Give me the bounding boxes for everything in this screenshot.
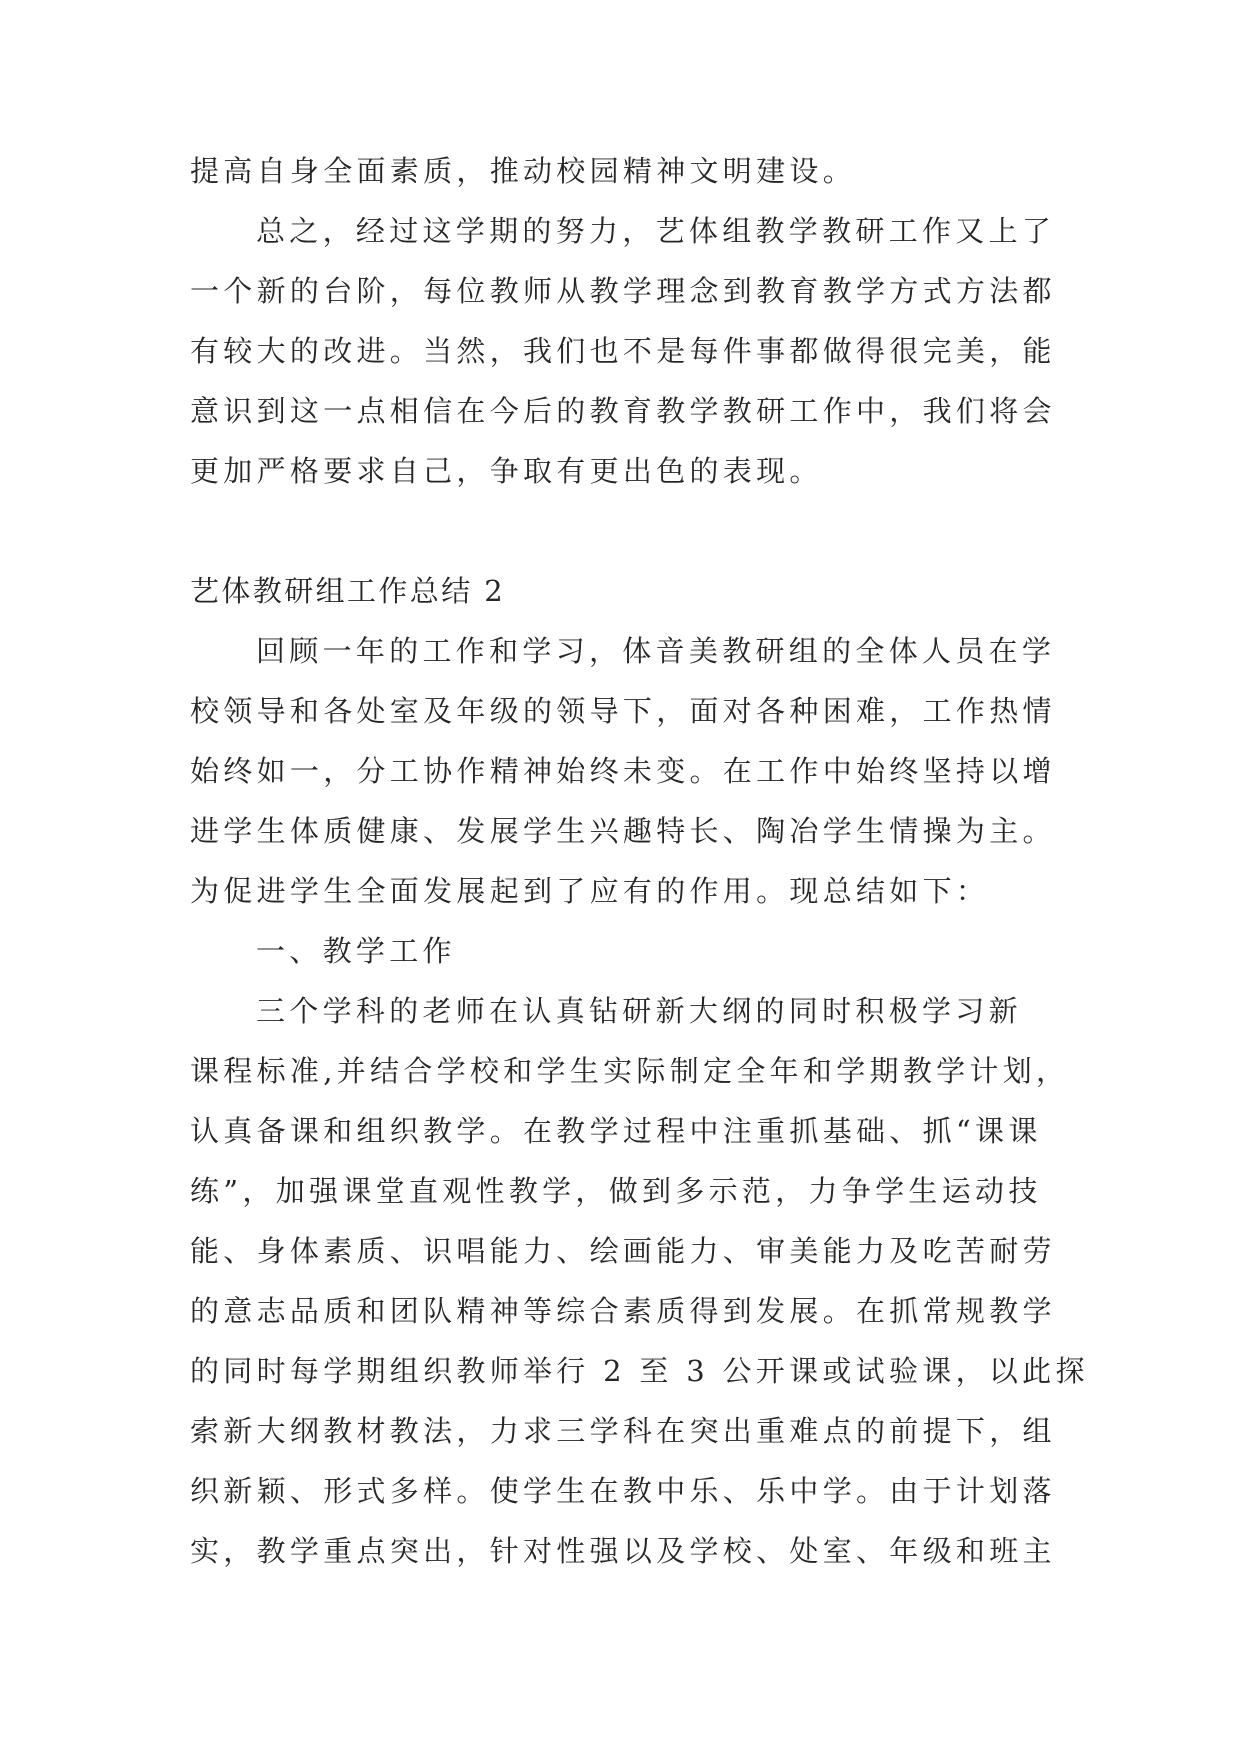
text-line: 始终如一，分工协作精神始终未变。在工作中始终坚持以增 bbox=[190, 754, 1056, 788]
text-line: 课程标准,并结合学校和学生实际制定全年和学期教学计划， bbox=[190, 1054, 1070, 1088]
paragraph-line: 三个学科的老师在认真钻研新大纲的同时积极学习新 bbox=[256, 994, 1022, 1028]
text-line: 意识到这一点相信在今后的教育教学教研工作中，我们将会 bbox=[190, 394, 1056, 428]
text-line: 认真备课和组织教学。在教学过程中注重抓基础、抓“课课 bbox=[190, 1114, 1042, 1148]
text-line: 练”，加强课堂直观性教学，做到多示范，力争学生运动技 bbox=[190, 1174, 1042, 1208]
text-line: 提高自身全面素质，推动校园精神文明建设。 bbox=[190, 154, 857, 188]
text-line: 织新颖、形式多样。使学生在教中乐、乐中学。由于计划落 bbox=[190, 1474, 1056, 1508]
text-line: 有较大的改进。当然，我们也不是每件事都做得很完美，能 bbox=[190, 334, 1056, 368]
subheading: 一、教学工作 bbox=[256, 934, 456, 968]
text-line: 为促进学生全面发展起到了应有的作用。现总结如下： bbox=[190, 874, 990, 908]
paragraph-line: 总之，经过这学期的努力，艺体组教学教研工作又上了 bbox=[256, 214, 1056, 248]
text-line: 的意志品质和团队精神等综合素质得到发展。在抓常规教学 bbox=[190, 1294, 1056, 1328]
text-line: 能、身体素质、识唱能力、绘画能力、审美能力及吃苦耐劳 bbox=[190, 1234, 1056, 1268]
text-line: 进学生体质健康、发展学生兴趣特长、陶冶学生情操为主。 bbox=[190, 814, 1056, 848]
text-line: 索新大纲教材教法，力求三学科在突出重难点的前提下，组 bbox=[190, 1414, 1056, 1448]
text-line: 的同时每学期组织教师举行 2 至 3 公开课或试验课，以此探 bbox=[190, 1354, 1089, 1388]
section-title: 艺体教研组工作总结 2 bbox=[190, 574, 506, 608]
text-line: 校领导和各处室及年级的领导下，面对各种困难，工作热情 bbox=[190, 694, 1056, 728]
paragraph-line: 回顾一年的工作和学习，体音美教研组的全体人员在学 bbox=[256, 634, 1056, 668]
text-line: 实，教学重点突出，针对性强以及学校、处室、年级和班主 bbox=[190, 1534, 1056, 1568]
text-line: 一个新的台阶，每位教师从教学理念到教育教学方式方法都 bbox=[190, 274, 1056, 308]
text-line: 更加严格要求自己，争取有更出色的表现。 bbox=[190, 454, 823, 488]
